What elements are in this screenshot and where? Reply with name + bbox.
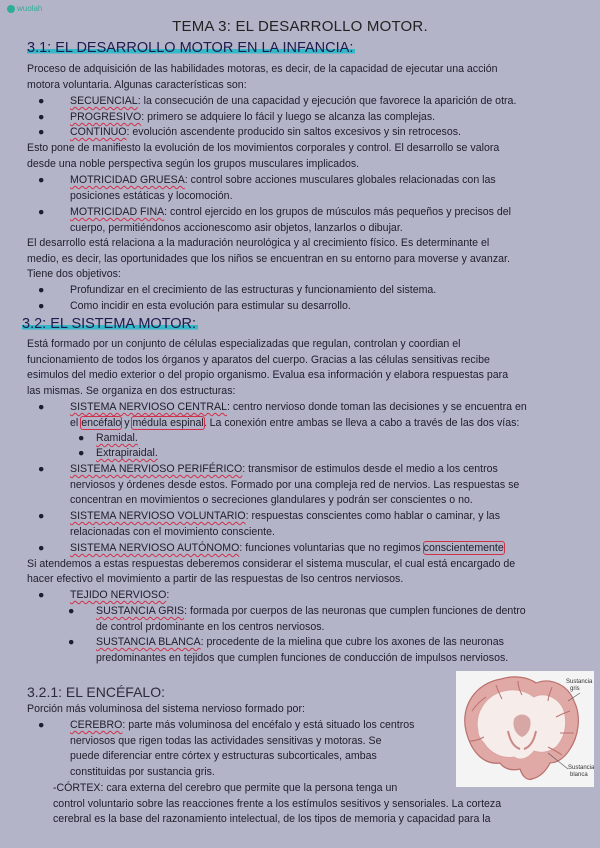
figure-label: blanca: [570, 772, 588, 778]
brain-illustration: [456, 671, 594, 787]
paragraph: Proceso de adquisición de las habilidades motoras, es decir, de la capacidad de ejecutar una acción: [27, 63, 498, 75]
paragraph: hacer efectivo el movimiento a partir de las respuestas de lso centros nerviosos.: [27, 573, 404, 585]
paragraph: -CÓRTEX: cara externa del cerebro que permite que la persona tenga un: [53, 782, 398, 794]
paragraph: desde una noble perspectiva según los grupos musculares implicados.: [27, 158, 360, 170]
figure-label: gris: [570, 686, 580, 692]
section-heading-3-2: 3.2: EL SISTEMA MOTOR:: [22, 316, 197, 332]
paragraph: funcionamiento de todos los órganos y aparatos del cuerpo. Gracias a las células sensitivas recibe: [27, 354, 490, 366]
section-heading-3-2-1: 3.2.1: EL ENCÉFALO:: [27, 684, 165, 700]
paragraph: Si atendemos a estas respuestas deberemos considerar el sistema muscular, el cual está encargado de: [27, 558, 516, 570]
paragraph: las mismas. Se organiza en dos estructuras:: [27, 385, 236, 397]
paragraph: Porción más voluminosa del sistema nervioso formado por:: [27, 703, 305, 715]
paragraph: Está formado por un conjunto de células especializadas que regulan, controlan y coordian el: [27, 338, 461, 350]
figure-label: Sustancia: [566, 679, 593, 685]
highlight-box: conscientemente: [423, 542, 504, 554]
paragraph: cerebral es la base del razonamiento intelectual, de los tipos de memoria y capacidad para la: [53, 813, 491, 825]
paragraph: Esto pone de manifiesto la evolución de los movimientos corporales y control. El desarrollo se valora: [27, 142, 500, 154]
paragraph: esimulos del medio exterior o del propio organismo. Evalua esa información y elabora respuestas para: [27, 369, 509, 381]
wuolah-logo: wuolah: [7, 4, 42, 13]
paragraph: El desarrollo está relaciona a la maduración neurológica y al crecimiento físico. Es determinante el: [27, 237, 490, 249]
figure-label: Sustancia: [568, 765, 594, 771]
brain-section-figure: [456, 671, 594, 787]
wuolah-logo-icon: [7, 5, 15, 13]
highlight-box: encéfalo: [81, 416, 122, 429]
section-heading-3-1: 3.1: EL DESARROLLO MOTOR EN LA INFANCIA:: [27, 40, 354, 56]
document-title: TEMA 3: EL DESARROLLO MOTOR.: [172, 18, 428, 35]
paragraph: motora voluntaria. Algunas características son:: [27, 79, 247, 91]
paragraph: medio, es decir, las oportunidades que los niños se encuentran en su entorno para moverse y avanzar.: [27, 253, 510, 265]
paragraph: control voluntario sobre las reacciones frente a los estímulos sesitivos y sensoriales. La corteza: [53, 798, 502, 810]
paragraph: Tiene dos objetivos:: [27, 268, 121, 280]
highlight-box: médula espinal: [132, 416, 204, 429]
